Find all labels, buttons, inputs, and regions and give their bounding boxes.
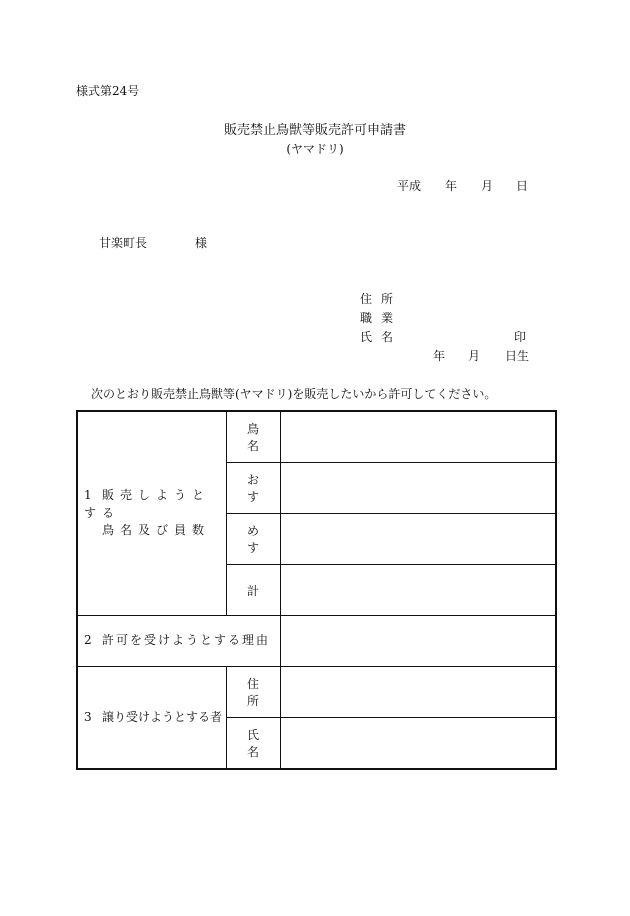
intro-text: 次のとおり販売禁止鳥獣等(ヤマドリ)を販売したいから許可してください。 (91, 387, 497, 401)
birth-year: 年 (433, 349, 446, 363)
bird-name-field[interactable] (280, 411, 556, 463)
table-row (77, 667, 556, 718)
total-count-label: 計 (226, 565, 280, 616)
applicant-occupation-label: 職業 (360, 311, 403, 325)
section2-header (77, 616, 280, 667)
section2-label: 許可を受けようとする理由 (102, 633, 271, 648)
form-number: 様式第24号 (76, 84, 140, 98)
reason-field[interactable] (280, 616, 556, 667)
document-subtitle: (ヤマドリ) (286, 142, 344, 156)
section3-header (77, 667, 226, 770)
section1-number: 1 (84, 488, 92, 503)
transferee-name-field[interactable] (280, 718, 556, 770)
section3-number: 3 (84, 709, 92, 724)
section1-line2 (84, 522, 226, 539)
female-count-field[interactable] (280, 514, 556, 565)
transferee-address-label: 住所 (226, 667, 280, 718)
date-era: 平成 (397, 179, 422, 193)
date-year: 年 (445, 179, 458, 193)
applicant-name-label: 氏名 (360, 330, 403, 344)
table-row (77, 616, 556, 667)
birth-month: 月 (468, 349, 481, 363)
addressee-suffix: 様 (195, 236, 208, 250)
date-month: 月 (481, 179, 494, 193)
application-table (76, 410, 557, 770)
applicant-address-label: 住所 (360, 292, 403, 306)
transferee-name-label: 氏名 (226, 718, 280, 770)
document-title: 販売禁止鳥獣等販売許可申請書 (223, 123, 406, 138)
date-day: 日 (516, 179, 529, 193)
total-count-field[interactable] (280, 565, 556, 616)
birth-day: 日生 (505, 349, 530, 363)
addressee-name: 甘楽町長 (99, 236, 148, 250)
section1-label-line2: 鳥名及び員数 (102, 523, 211, 538)
table-row (77, 411, 556, 463)
male-count-label: おす (226, 463, 280, 514)
male-count-field[interactable] (280, 463, 556, 514)
transferee-address-field[interactable] (280, 667, 556, 718)
section1-label-line1: 販売しようとする (84, 488, 211, 520)
section1-line1 (84, 487, 226, 522)
bird-name-label: 鳥名 (226, 411, 280, 463)
seal-mark: 印 (514, 330, 527, 344)
section2-number: 2 (84, 633, 92, 648)
section1-header (77, 411, 226, 616)
section3-label: 譲り受けようとする者 (102, 709, 223, 724)
female-count-label: めす (226, 514, 280, 565)
